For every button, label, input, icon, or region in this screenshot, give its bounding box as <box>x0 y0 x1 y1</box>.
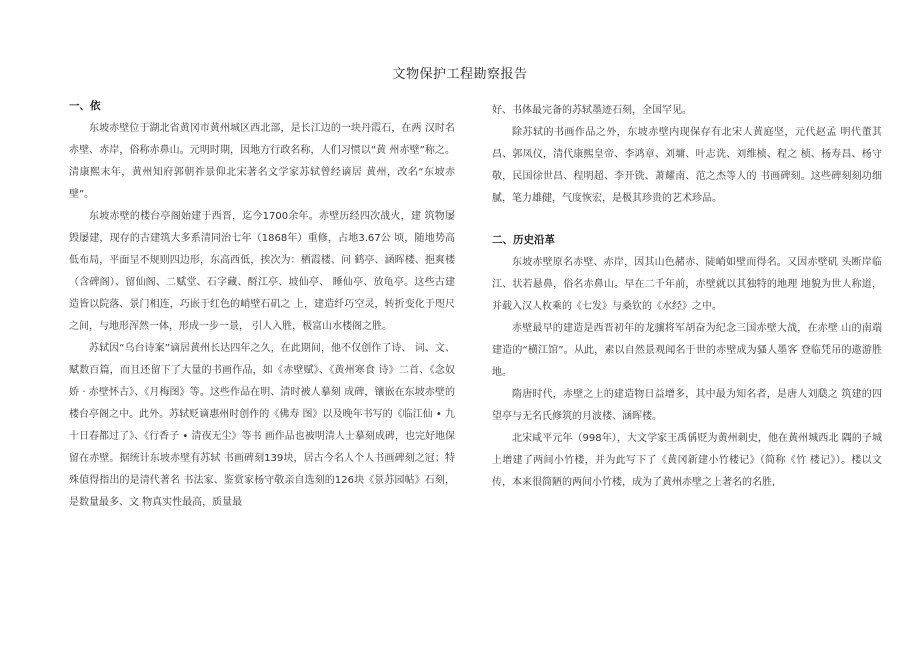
document-title: 文物保护工程勘察报告 <box>392 67 528 82</box>
right-column <box>492 100 882 494</box>
section-heading-basis: 一、依 <box>69 100 101 112</box>
paragraph-buildings: 东坡赤壁的楼台亭阁始建于西晋，迄今1700余年。赤壁历经四次战火，建 筑物屡毁屡建，现存的古建筑大多系清同治七年（1868年）重修，占地3.67公 顷，随地势高低布局，平面呈不规则四边形，东高西低，挨次为：栖霞楼、问 鹤亭、涵晖楼、挹爽楼（含碑阁）、留仙阁、二赋堂、石字藏、酹江亭、坡仙亭、 睡仙亭、放龟亭。这些古建造皆以院落、景门相连，巧嵌于红色的峭壁石矶之 上，建造纤巧空灵，转折变化于咫尺之间，与地形浑然一体，形成一步一景， 引人入胜，极富山水楼阁之胜。 <box>69 211 455 332</box>
paragraph-continued: 好、书体最完备的苏轼墨迹石刻，全国罕见。 <box>492 105 692 116</box>
left-column <box>69 96 455 514</box>
paragraph-origin-name: 东坡赤壁原名赤壁、赤岸，因其山色赭赤、陡峭如壁而得名。又因赤壁矶 头断岸临江、状若悬鼻，俗名赤鼻山。早在二千年前，赤壁就以其独特的地理 地貌为世人称道，并载入汉人枚乘的《七发》与桑钦的《水经》之中。 <box>492 257 882 312</box>
paragraph-su-shi-works: 苏轼因“乌台诗案”谪居黄州长达四年之久，在此期间，他不仅创作了诗、 词、文、赋数百篇，而且还留下了大量的书画作品，如《赤壁赋》、《黄州寒食 诗》二首、《念奴娇 · 赤壁怀古》、《月梅图》等。这些作品在明、清时被人摹刻 成碑，镶嵌在东坡赤壁的楼台亭阁之中。此外。苏轼贬谪惠州时创作的《佛寿 图》以及晚年书写的《临江仙 • 九十日春都过了》、《行香子 • 清夜无尘》等书 画作品也被明清人士摹刻成碑，也完好地保留在赤壁。据统计东坡赤壁有苏轼 书画碑刻139块，居古今名人个人书画碑刻之冠；特殊值得指出的是清代著名 书法家、鉴赏家杨守敬亲自选刻的126块《景苏园帖》石刻，是数量最多、文 物真实性最高，质量最 <box>69 343 455 508</box>
paragraph-location: 东坡赤壁位于湖北省黄冈市黄州城区西北部，是长江边的一块丹霞石，在两 汉时名赤壁、赤岸，俗称赤鼻山。元明时期，因地方行政名称，人们习惯以“黄 州赤壁”称之。清康熙末年，黄州知府郭朝祚景仰北宋著名文学家苏轼曾经谪居 黄州，改名“东坡赤壁”。 <box>69 123 455 200</box>
section-heading-history: 二、历史沿革 <box>492 234 555 246</box>
section-spacer <box>492 210 882 230</box>
paragraph-other-calligraphy: 除苏轼的书画作品之外，东坡赤壁内现保存有北宋人黄庭坚，元代赵孟 明代董其昌、郭凤仪，清代康熙皇帝、李鸿章、刘墉、叶志诜、刘维桢、程之 桢、杨寿昌、杨守敬，民国徐世昌、程明超、李开铣、萧耀南、范之杰等人的 书画碑刻。这些碑刻刻功细腻，笔力雄健，气度恢宏，是极其珍贵的艺术珍品。 <box>492 127 882 204</box>
paragraph-sui-tang: 隋唐时代，赤壁之上的建造物日益增多，其中最为知名者，是唐人刘瓞之 筑建的四望亭与无名氏修筑的月波楼、涵晖楼。 <box>492 389 882 422</box>
paragraph-earliest-building: 赤壁最早的建造是西晋初年的龙骧将军胡奋为纪念三国赤壁大战，在赤壁 山的南端建造的“横江馆”。从此，素以自然景观闻名于世的赤壁成为骚人墨客 登临凭吊的遨游胜地。 <box>492 323 882 378</box>
paragraph-northern-song: 北宋咸平元年（998年），大文学家王禹偁贬为黄州刺史，他在黄州城西北 隅的子城上增建了两间小竹楼，并为此写下了《黄冈新建小竹楼记》（简称《竹 楼记》）。楼以文传，本来很简陋的两间小竹楼，成为了黄州赤壁之上著名的名胜, <box>492 433 882 488</box>
